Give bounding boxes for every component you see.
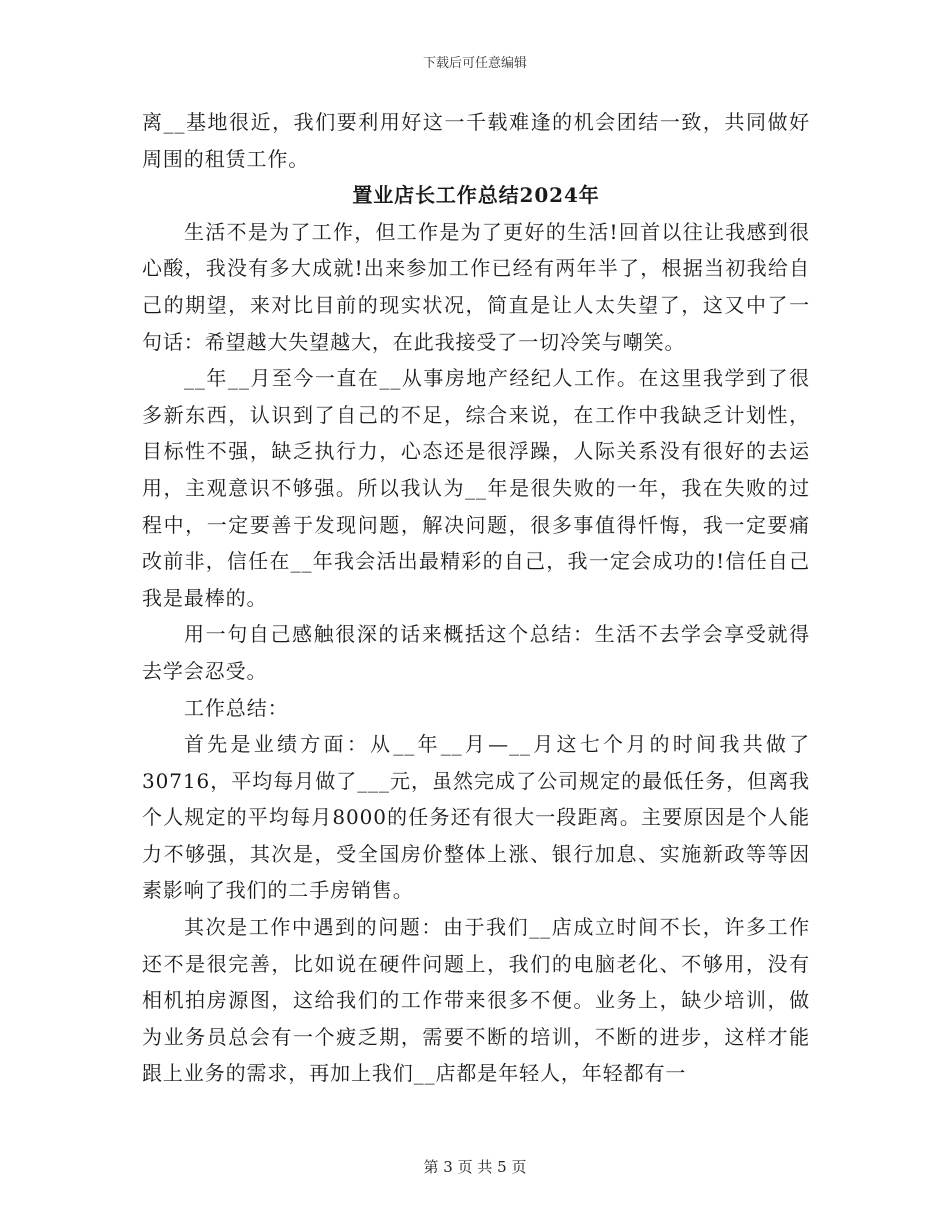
paragraph: 工作总结： [184, 695, 289, 720]
lead-paragraph: 离__基地很近，我们要利用好这一千载难逢的机会团结一致，共同做好周围的租赁工作。 [142, 110, 810, 171]
page-footer: 第 3 页 共 5 页 [423, 1158, 527, 1176]
document-body [142, 104, 810, 1092]
paragraph: __年__月至今一直在__从事房地产经纪人工作。在这里我学到了很多新东西，认识到了自己的不足，综合来说，在工作中我缺乏计划性，目标性不强，缺乏执行力，心态还是很浮躁，人际关系没有很好的去运用，主观意识不够强。所以我认为__年是很失败的一年，我在失败的过程中，一定要善于发现问题，解决问题，很多事值得忏悔，我一定要痛改前非，信任在__年我会活出最精彩的自己，我一定会成功的!信任自己我是最棒的。 [142, 366, 810, 610]
paragraph: 生活不是为了工作，但工作是为了更好的生活!回首以往让我感到很心酸，我没有多大成就!出来参加工作已经有两年半了，根据当初我给自己的期望，来对比目前的现实状况，简直是让人太失望了，这又中了一句话：希望越大失望越大，在此我接受了一切冷笑与嘲笑。 [142, 219, 810, 354]
page-header: 下载后可任意编辑 [422, 56, 527, 71]
paragraph: 用一句自己感触很深的话来概括这个总结：生活不去学会享受就得去学会忍受。 [142, 622, 810, 683]
section-title: 置业店长工作总结2024年 [352, 183, 600, 208]
paragraph: 其次是工作中遇到的问题：由于我们__店成立时间不长，许多工作还不是很完善，比如说在硬件问题上，我们的电脑老化、不够用，没有相机拍房源图，这给我们的工作带来很多不便。业务上，缺少培训，做为业务员总会有一个疲乏期，需要不断的培训，不断的进步，这样才能跟上业务的需求，再加上我们__店都是年轻人，年轻都有一 [142, 915, 810, 1086]
paragraph: 首先是业绩方面：从__年__月—__月这七个月的时间我共做了30716，平均每月做了___元，虽然完成了公司规定的最低任务，但离我个人规定的平均每月8000的任务还有很大一段距离。主要原因是个人能力不够强，其次是，受全国房价整体上涨、银行加息、实施新政等等因素影响了我们的二手房销售。 [142, 732, 810, 903]
